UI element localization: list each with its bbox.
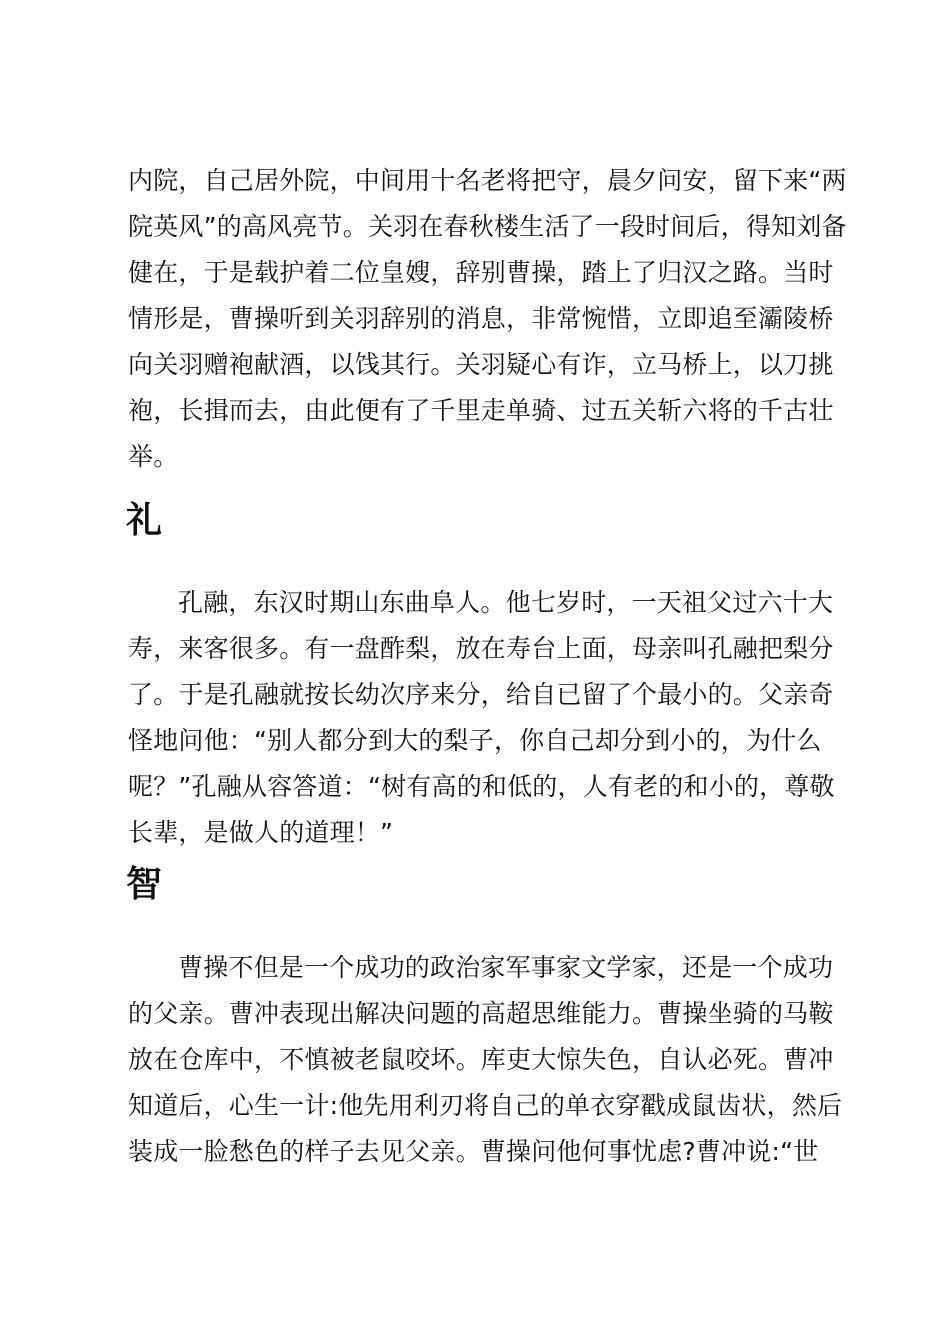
- text-line: 举。: [128, 442, 179, 471]
- text-line: 寿，来客很多。有一盘酢梨，放在寿台上面，母亲叫孔融把梨分: [128, 634, 834, 663]
- text-line: 的父亲。曹冲表现出解决问题的高超思维能力。曹操坐骑的马鞍: [128, 999, 834, 1028]
- text-line: 知道后，心生一计:他先用利刃将自己的单衣穿戳成鼠齿状，然后: [128, 1091, 843, 1120]
- text-line: 向关羽赠袍献酒，以饯其行。关羽疑心有诈，立马桥上，以刀挑: [128, 350, 834, 379]
- paragraph-guan-yu: [128, 158, 847, 480]
- text-line: 装成一脸愁色的样子去见父亲。曹操问他何事忧虑?曹冲说:“世: [128, 1137, 819, 1166]
- paragraph-cao-chong: [128, 945, 843, 1175]
- text-line: 长辈，是做人的道理！”: [128, 818, 394, 847]
- text-line: 内院，自己居外院，中间用十名老将把守，晨夕问安，留下来“两: [128, 166, 847, 195]
- section-heading-li: 礼: [126, 500, 163, 541]
- text-line: 了。于是孔融就按长幼次序来分，给自已留了个最小的。父亲奇: [128, 680, 834, 709]
- paragraph-kong-rong: [128, 580, 835, 856]
- text-line: 怪地问他：“别人都分到大的梨子，你自己却分到小的，为什么: [128, 726, 822, 755]
- text-line: 袍，长揖而去，由此便有了千里走单骑、过五关斩六将的千古壮: [128, 396, 834, 425]
- text-line: 情形是，曹操听到关羽辞别的消息，非常惋惜，立即追至灞陵桥: [128, 304, 834, 333]
- section-heading-zhi: 智: [126, 864, 163, 905]
- text-line: 孔融，东汉时期山东曲阜人。他七岁时，一天祖父过六十大: [178, 588, 834, 617]
- text-line: 曹操不但是一个成功的政治家军事家文学家，还是一个成功: [178, 953, 834, 982]
- text-line: 呢？”孔融从容答道：“树有高的和低的，人有老的和小的，尊敬: [128, 772, 835, 801]
- text-line: 健在，于是载护着二位皇嫂，辞别曹操，踏上了归汉之路。当时: [128, 258, 834, 287]
- text-line: 放在仓库中，不慎被老鼠咬坏。库吏大惊失色，自认必死。曹冲: [128, 1045, 834, 1074]
- text-line: 院英风”的高风亮节。关羽在春秋楼生活了一段时间后，得知刘备: [128, 212, 847, 241]
